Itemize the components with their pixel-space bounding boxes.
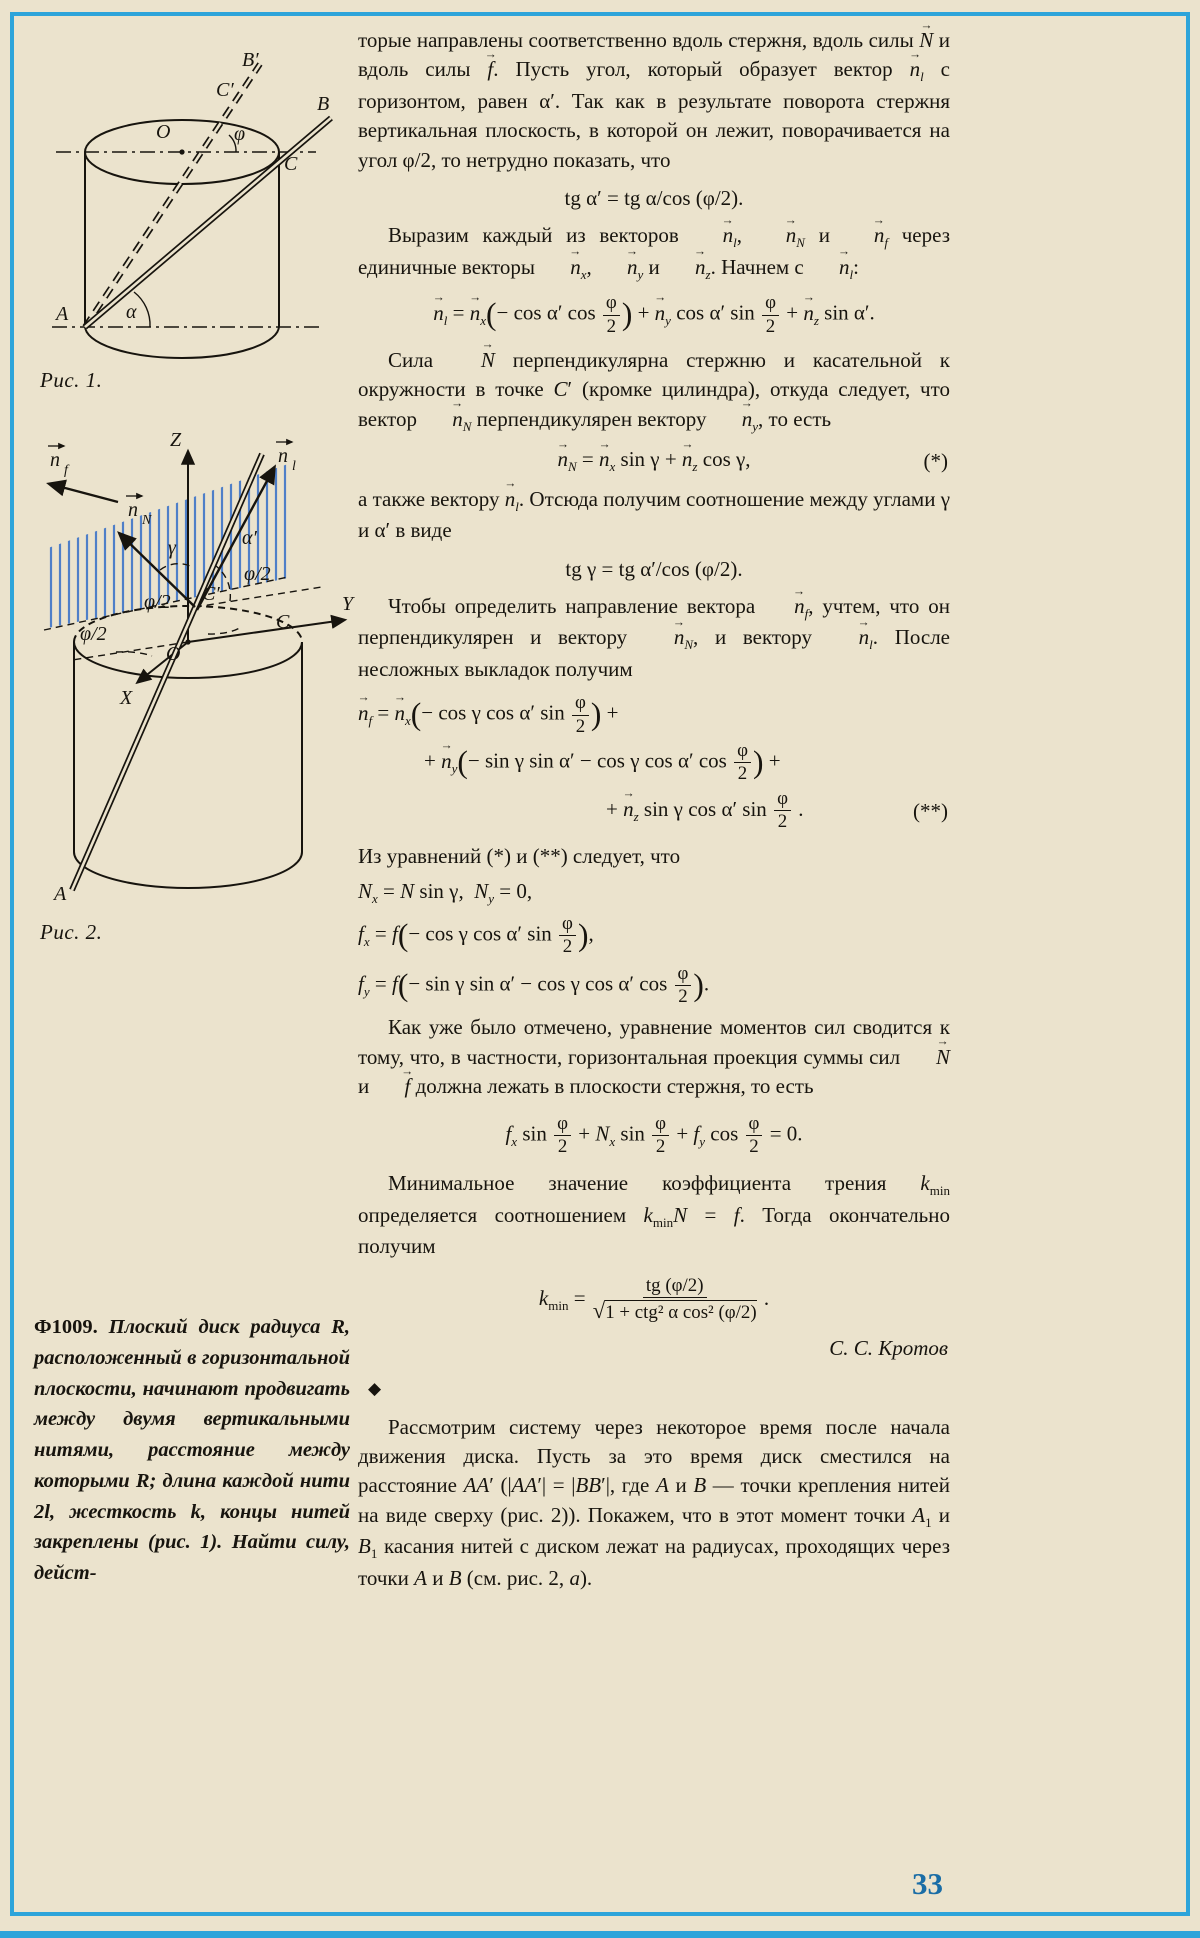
fig2-label-y-axis: Y [342,593,354,615]
fig2-label-a: A [54,883,67,905]
rod-initial-dashed [85,64,260,327]
author-signature: С. С. Кротов [829,1335,948,1360]
fig2-label-n-l: n [278,445,288,467]
cylinder [85,120,279,358]
equation-moments: $f_x$ sin $\frac{\varphi}{2}$ + $N_x$ sin $\frac{\varphi}{2}$ + $f_y$ cos $\frac{\varphi}{2}$ = 0. [505,1112,803,1157]
equation-star-tag: (*) [923,448,948,473]
figure-2-caption: Рис. 2. [40,920,103,944]
origin-dot [185,639,190,644]
main-text-column [358,26,950,1595]
fig1-label-a: A [56,303,69,325]
fig2-label-x-axis: X [120,687,133,709]
page-number: 33 [912,1866,943,1901]
equation-system-line-3: $f_y = f(- \sin \gamma$ sin α′ − cos γ cos α′ cos $\frac{\varphi}{2}$ ). [358,962,710,1008]
cylinder [74,606,302,888]
fig1-label-alpha: α [126,301,137,323]
figure-1-rod-cylinder-diagram [30,34,342,372]
equation-n-f-line-3 [358,789,950,833]
equation-n-f-line-3-body: + → $n_z$ sin γ cos α′ sin $\frac{\varphi}{2}$ . [606,797,803,821]
fig1-label-c-prime: C′ [216,79,234,101]
fig2-label-phi-half-3: φ/2 [80,623,107,645]
problem-text: Плоский диск радиуса R, расположенный в горизонтальной плоскости, начинают продвигать между двумя вертикальными нитями, расстояние между которыми R; длина каждой нити 2l, жесткость k, концы нитей закреплены (рис. 1). Найти силу, дейст- [34,1316,350,1584]
paragraph-6-intro: Из уравнений (*) и (**) следует, что [358,843,681,868]
equation-system-line-2: $f_x = f(- \cos \gamma$ cos α′ sin $\frac{\varphi}{2}$ ), [358,912,594,958]
fig1-label-b-prime: B′ [242,49,259,71]
equation-k-min: $k_{min}$ = tg (φ/2) √1 + ctg² α cos² (φ/2) . [538,1274,770,1324]
paragraph-7: Как уже было отмечено, уравнение моментов сил сводится к тому, что, в частности, горизонтальная проекция суммы сил → N и → f должна лежать в плоскости стержня, то есть [358,1013,950,1101]
problem-id: Ф1009. [34,1316,98,1338]
paragraph-5: Чтобы определить направление вектора → $n_f$, учтем, что он перпендикулярен и вектору → $n_N$, и вектору → $n_l$. После несложных выкладок получим [358,592,950,684]
paragraph-2: Выразим каждый из векторов → $n_l$, → $n_N$ $и \to n_f$ через единичные векторы → $n_x$, → $n_y$ $и \to n_z$. Начнем $с \to n_l$: [358,221,950,284]
equation-double-star-tag: (**) [913,798,948,823]
paragraph-9: Рассмотрим систему через некоторое время после начала движения диска. Пусть за это время диск сместился на расстояние AA′ (|AA′| = |BB′|, где A и B — точки крепления нитей на виде сверху (рис. 2)). Покажем, что в этот момент точки $A_1$ и $B_1$ касания нитей с диском лежат на радиусах, проходящих через точки A и B (см. рис. 2, а). [358,1414,950,1590]
equation-tg-gamma: tg γ = tg α′/cos (φ/2). [565,556,743,581]
figure-1-caption: Рис. 1. [40,368,103,392]
bottom-edge-strip [0,1931,1200,1938]
section-divider-diamond: ◆ [368,1378,382,1398]
fig2-label-c-prime: C′ [202,583,220,605]
fig2-label-n-f-sub: f [64,463,68,478]
problem-statement [34,1312,350,1589]
paragraph-1: торые направлены соответственно вдоль стержня, вдоль силы → N и вдоль силы → f. Пусть угол, который образует вектор → $n_l$ с горизонтом, равен α′. Так как в результате поворота стержня вертикальная плоскость, в которой он лежит, поворачивается на угол φ/2, то нетрудно показать, что [358,26,950,175]
paragraph-8: Минимальное значение коэффициента трения $k_{min}$ определяется соотношением $k_{min}N = f$. Тогда окончательно получим [358,1171,950,1259]
fig1-label-b: B [317,93,330,115]
fig2-label-phi-half-2: φ/2 [144,591,171,613]
fig2-label-n-l-sub: l [292,459,296,474]
equation-n-f-line-2: + → $n_y(- \sin \gamma$ sin α′ − cos γ cos α′ cos $\frac{\varphi}{2}$ ) + [358,741,950,785]
equation-n-n-body: → $n_N$ = → $n_x$ sin γ + → $n_z$ cos γ, [557,447,750,471]
fig1-label-c: C [284,153,298,175]
figure-2-cylinder-axes-diagram [20,420,364,920]
fig1-label-o: O [156,121,171,143]
equation-n-n-star [358,445,950,476]
paragraph-3: Сила → N перпендикулярна стержню и касательной к окружности в точке C′ (кромке цилиндра), откуда следует, что вектор → $n_N$ перпендикулярен вектору → $n_y$, то есть [358,346,950,436]
fig2-label-z-axis: Z [170,429,182,451]
fig2-label-c: C [276,611,290,633]
fig2-label-alpha-prime: α′ [242,527,257,549]
equation-system-line-1: $N_x = N$ sin γ, $N_y = 0$, [358,879,533,907]
paragraph-4: а также вектору → $n_l$. Отсюда получим соотношение между углами γ и α′ в виде [358,485,950,546]
fig2-label-phi-half-1: φ/2 [244,563,271,585]
point-o-dot [179,149,184,154]
equation-n-l: → $n_l$ = → $n_x(- \cos \alpha'$ cos $\frac{\varphi}{2}$ ) + → $n_y$ cos α′ sin $\frac{\varphi}{2}$ + → $n_z$ sin α′. [358,293,950,337]
fig2-label-gamma: γ [168,537,176,559]
rod-rotated-solid [85,118,331,327]
equation-n-f-line-1: → $n_f$ = → $n_x(- \cos \gamma$ cos α′ sin $\frac{\varphi}{2}$ ) + [358,693,950,737]
fig1-label-phi: φ [234,123,246,145]
equation-tg-alpha-prime: tg α′ = tg α/cos (φ/2). [564,185,744,210]
fig2-label-n-n: n [128,499,138,521]
fig2-label-n-n-sub: N [142,513,152,528]
fig2-label-o: O [166,643,181,665]
fig2-label-n-f: n [50,449,60,471]
